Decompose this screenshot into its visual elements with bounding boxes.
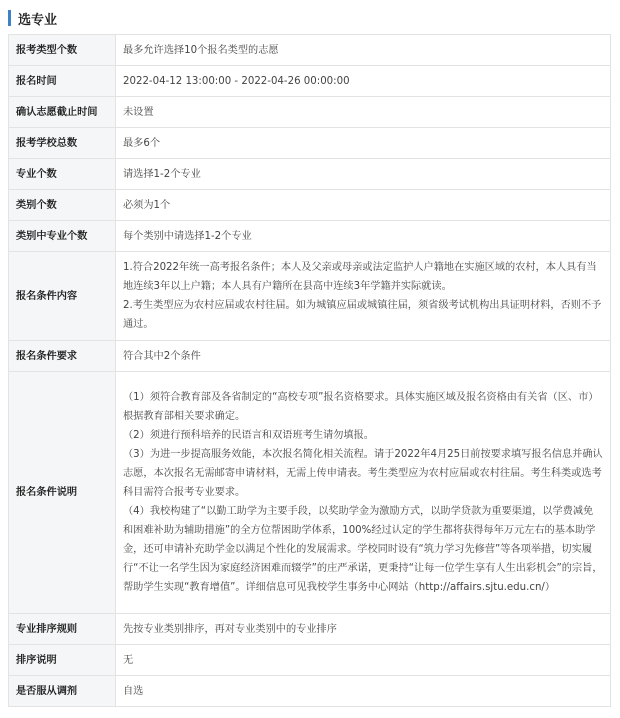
note-paragraph: （3）为进一步提高服务效能，本次报名简化相关流程。请于2022年4月25日前按要求填写报名信息并确认志愿，本次报名无需邮寄申请材料，无需上传申请表。考生类型应为农村应届或农村往届。考生科类或选考科目需符合报考专业要求。: [123, 449, 603, 498]
table-row: [9, 159, 611, 190]
table-row: [9, 341, 611, 372]
table-row: [9, 372, 611, 614]
section-title: 选专业: [18, 12, 58, 28]
row-label: 专业排序规则: [9, 614, 116, 645]
row-label: 报名时间: [9, 66, 116, 97]
table-row: [9, 221, 611, 252]
table-row: [9, 35, 611, 66]
table-row: [9, 97, 611, 128]
note-paragraph: （4）我校构建了“以勤工助学为主要手段，以奖助学金为激励方式，以助学贷款为重要渠道，以学费减免和困难补助为辅助措施”的全方位帮困助学体系，100%经过认定的学生都将获得每年万元左右的基本助学金，还可申请补充助学金以满足个性化的发展需求。学校同时设有“筑力学习先修营”等各项举措，切实履行“不让一名学生因为家庭经济困难而辍学”的庄严承诺，更秉持“让每一位学生享有人生出彩机会”的宗旨，帮助学生实现“教育增值”。详细信息可见我校学生事务中心网站（http://affairs.sjtu.edu.cn/）: [123, 506, 603, 593]
row-value: 2022-04-12 13:00:00 - 2022-04-26 00:00:00: [116, 66, 611, 97]
row-label: 报名条件说明: [9, 372, 116, 614]
row-value: 请选择1-2个专业: [116, 159, 611, 190]
row-label: 报名条件内容: [9, 252, 116, 341]
row-label: 是否服从调剂: [9, 676, 116, 707]
condition-paragraph: 2.考生类型应为农村应届或农村往届。如为城镇应届或城镇往届，须省级考试机构出具证明材料，否则不予通过。: [123, 300, 602, 330]
row-label: 确认志愿截止时间: [9, 97, 116, 128]
row-label: 报考类型个数: [9, 35, 116, 66]
note-paragraph: （2）须进行预科培养的民语言和双语班考生请勿填报。: [123, 430, 374, 441]
row-label: 报名条件要求: [9, 341, 116, 372]
row-label: 专业个数: [9, 159, 116, 190]
row-value: 最多6个: [116, 128, 611, 159]
row-value: 未设置: [116, 97, 611, 128]
row-value: 最多允许选择10个报名类型的志愿: [116, 35, 611, 66]
row-label: 类别中专业个数: [9, 221, 116, 252]
row-label: 类别个数: [9, 190, 116, 221]
table-row: [9, 676, 611, 707]
section-accent-bar: [8, 10, 11, 26]
table-row: [9, 190, 611, 221]
row-value: [116, 252, 611, 341]
row-value: 每个类别中请选择1-2个专业: [116, 221, 611, 252]
table-row: [9, 614, 611, 645]
row-value: 无: [116, 645, 611, 676]
table-row: [9, 66, 611, 97]
row-label: 排序说明: [9, 645, 116, 676]
row-value: 自选: [116, 676, 611, 707]
info-table: [8, 34, 611, 707]
row-value: 先按专业类别排序，再对专业类别中的专业排序: [116, 614, 611, 645]
table-row: [9, 128, 611, 159]
note-paragraph: （1）须符合教育部及各省制定的“高校专项”报名资格要求。具体实施区域及报名资格由有关省（区、市）根据教育部相关要求确定。: [123, 392, 599, 422]
table-row: [9, 252, 611, 341]
row-value: 符合其中2个条件: [116, 341, 611, 372]
section-header: [8, 8, 57, 28]
row-value: [116, 372, 611, 614]
row-value: 必须为1个: [116, 190, 611, 221]
condition-paragraph: 1.符合2022年统一高考报名条件；本人及父亲或母亲或法定监护人户籍地在实施区域的农村，本人具有当地连续3年以上户籍；本人具有户籍所在县高中连续3年学籍并实际就读。: [123, 262, 597, 292]
row-label: 报考学校总数: [9, 128, 116, 159]
table-row: [9, 645, 611, 676]
